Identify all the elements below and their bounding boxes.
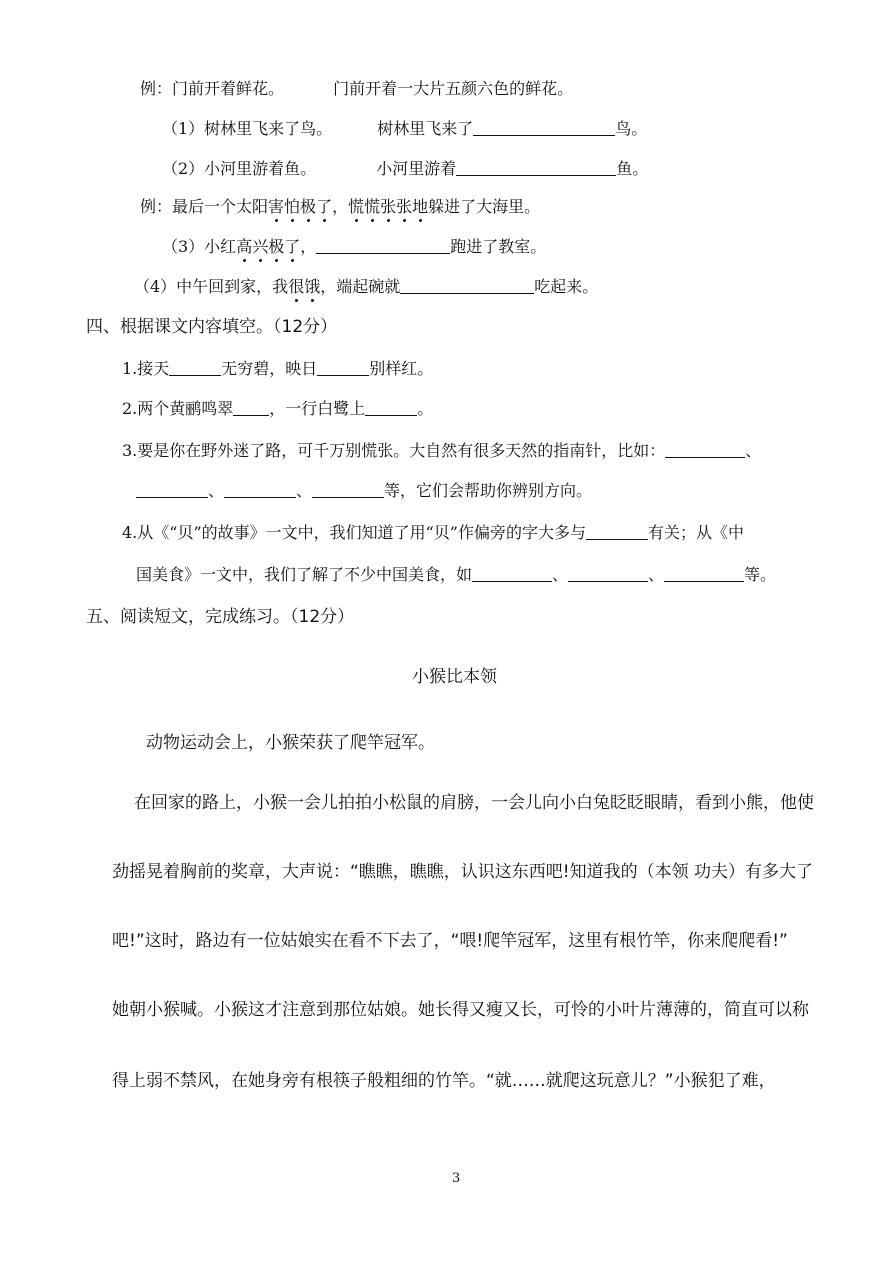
question-1-original: （1）树林里飞来了鸟。: [162, 119, 333, 138]
page-number: 3: [452, 1171, 461, 1186]
answer-blank[interactable]: [316, 237, 450, 254]
answer-blank[interactable]: [473, 119, 615, 136]
answer-blank[interactable]: [169, 359, 221, 376]
section-4-heading: 四、根据课文内容填空。（12分）: [86, 317, 338, 337]
emphasis-char: 怕: [284, 197, 301, 216]
question-1: （1）树林里飞来了鸟。 树林里飞来了 鸟。: [162, 119, 648, 138]
emphasis-char: 害: [268, 197, 285, 216]
answer-blank[interactable]: [136, 481, 208, 498]
fill-item-3: 3.要是你在野外迷了路，可千万别慌张。大自然有很多天然的指南针，比如： 、: [122, 441, 762, 460]
question-2: （2）小河里游着鱼。 小河里游着 鱼。: [162, 159, 649, 178]
answer-blank[interactable]: [400, 277, 534, 294]
emphasis-char: 高: [236, 237, 253, 256]
fill-item-2: 2.两个黄鹂鸣翠 ，一行白鹭上 。: [122, 399, 434, 418]
emphasis-char: 极: [300, 197, 317, 216]
story-line: 在回家的路上，小猴一会儿拍拍小松鼠的肩膀，一会儿向小白兔眨眨眼睛，看到小熊，他使: [134, 793, 814, 813]
example-1: [140, 78, 573, 100]
emphasis-char: 地: [412, 197, 429, 216]
example-1-expanded: 门前开着一大片五颜六色的鲜花。: [333, 79, 574, 98]
emphasis-char: 慌: [348, 197, 365, 216]
emphasis-char: 张: [396, 197, 413, 216]
section-5-heading: 五、阅读短文，完成练习。（12分）: [86, 607, 355, 627]
story-line: 劲摇晃着胸前的奖章，大声说：“瞧瞧，瞧瞧，认识这东西吧!知道我的（本领 功夫）有多大了: [112, 862, 814, 882]
emphasis-char: 了: [284, 237, 301, 256]
question-2-prompt: 小河里游着: [376, 159, 457, 178]
emphasis-char: 极: [268, 237, 285, 256]
emphasis-char: 很: [288, 277, 305, 296]
story-title: 小猴比本领: [412, 667, 497, 687]
question-2-original: （2）小河里游着鱼。: [162, 159, 317, 178]
fill-item-1: 1.接天 无穷碧，映日 别样红。: [122, 359, 434, 378]
emphasis-char: 兴: [252, 237, 269, 256]
answer-blank[interactable]: [665, 441, 745, 458]
fill-item-3-cont: 、 、 等，它们会帮助你辨别方向。: [136, 480, 592, 502]
answer-blank[interactable]: [586, 523, 648, 540]
answer-blank[interactable]: [664, 565, 744, 582]
answer-blank[interactable]: [224, 481, 296, 498]
emphasis-char: 张: [380, 197, 397, 216]
fill-item-4-cont: 国美食》一文中，我们了解了不少中国美食，如 、 、 等。: [136, 565, 777, 584]
story-line: 她朝小猴喊。小猴这才注意到那位姑娘。她长得又瘦又长，可怜的小叶片薄薄的，简直可以称: [112, 1000, 809, 1020]
answer-blank[interactable]: [317, 359, 369, 376]
answer-blank[interactable]: [312, 481, 384, 498]
answer-blank[interactable]: [568, 565, 648, 582]
emphasis-char: 饿: [304, 277, 321, 296]
story-paragraph-1: 动物运动会上，小猴荣获了爬竿冠军。: [146, 733, 435, 753]
answer-blank[interactable]: [365, 399, 417, 416]
answer-blank[interactable]: [472, 565, 552, 582]
emphasis-char: 慌: [364, 197, 381, 216]
question-1-prompt: 树林里飞来了: [377, 119, 474, 138]
example-2: 例：最后一个太阳害怕极了，慌慌张张地躲进了大海里。: [140, 197, 541, 216]
answer-blank[interactable]: [233, 399, 269, 416]
question-4: （4）中午回到家，我很饿，端起碗就 吃起来。: [134, 277, 599, 296]
fill-item-4: 4.从《“贝”的故事》一文中，我们知道了用“贝”作偏旁的字大多与 有关；从《中: [122, 523, 745, 542]
story-line: 吧!”这时，路边有一位姑娘实在看不下去了，“喂!爬竿冠军，这里有根竹竿，你来爬爬看!”: [112, 931, 788, 951]
story-line: 得上弱不禁风，在她身旁有根筷子般粗细的竹竿。“就……就爬这玩意儿？”小猴犯了难，: [112, 1071, 776, 1091]
question-3: （3）小红高兴极了， 跑进了教室。: [162, 237, 547, 256]
example-1-original: 例：门前开着鲜花。: [140, 79, 285, 98]
emphasis-char: 了: [316, 197, 333, 216]
answer-blank[interactable]: [456, 159, 616, 176]
